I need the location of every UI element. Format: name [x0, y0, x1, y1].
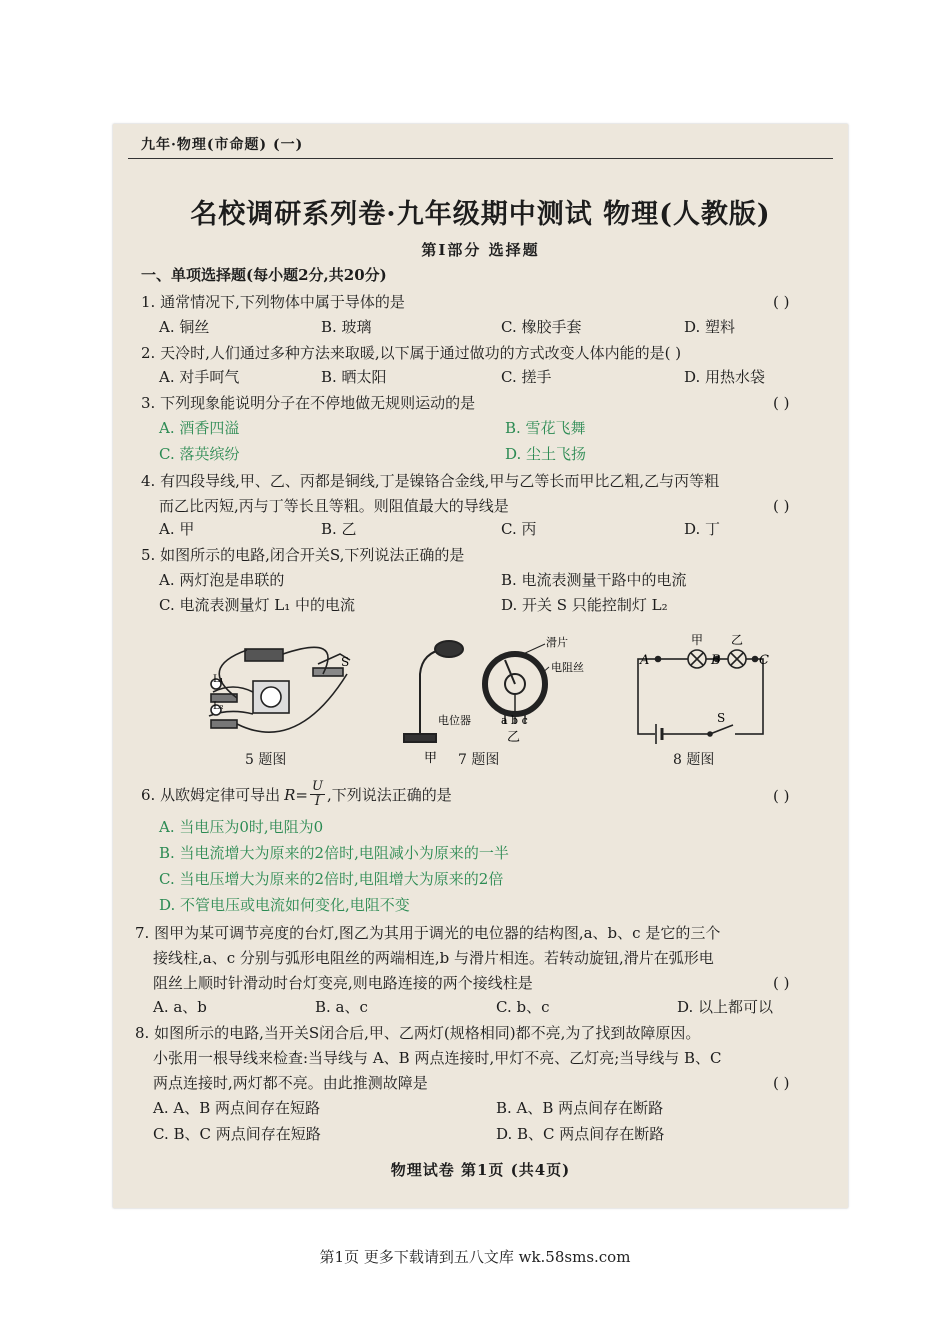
q3-option-d: D. 尘土飞扬: [505, 445, 587, 463]
figure-7-label-jia: 甲: [424, 751, 438, 766]
q6-formula-i: I: [314, 794, 321, 809]
header-rule: [128, 158, 833, 159]
q6-formula-r: R=: [284, 785, 308, 804]
figure-5-label-l1: L₁: [213, 674, 224, 685]
figure-8-caption: 8 题图: [673, 752, 715, 768]
q2-option-c: C. 搓手: [501, 368, 552, 386]
q5-option-c: C. 电流表测量灯 L₁ 中的电流: [159, 596, 355, 614]
q1-option-a: A. 铜丝: [159, 318, 210, 336]
q6-option-d: D. 不管电压或电流如何变化,电阻不变: [159, 896, 410, 914]
q6-answer-paren: ( ): [773, 787, 790, 805]
page-footer: 第1页 更多下载请到五八文库 wk.58sms.com: [319, 1248, 631, 1266]
figure-5-label-l2: L₂: [213, 701, 224, 712]
q6-stem: [141, 780, 452, 809]
q8-answer-paren: ( ): [773, 1074, 790, 1092]
figure-7-label-abc: a b c: [501, 714, 528, 727]
q3-stem: 3. 下列现象能说明分子在不停地做无规则运动的是: [141, 394, 476, 412]
q2-option-d: D. 用热水袋: [684, 368, 766, 386]
q5-option-d: D. 开关 S 只能控制灯 L₂: [501, 596, 668, 614]
q7-option-c: C. b、c: [496, 998, 550, 1016]
q1-option-d: D. 塑料: [684, 318, 736, 336]
q8-line2: 小张用一根导线来检查:当导线与 A、B 两点连接时,甲灯不亮、乙灯亮;当导线与 B、C: [153, 1049, 722, 1067]
figure-7-caption: 7 题图: [458, 752, 500, 768]
figure-8-label-jia: 甲: [691, 633, 704, 647]
figure-8-label-c: C: [759, 653, 769, 668]
q7-line2: 接线柱,a、c 分别与弧形电阻丝的两端相连,b 与滑片相连。若转动旋钮,滑片在弧形电: [153, 949, 714, 967]
figure-8-schematic: [638, 650, 763, 744]
figure-7-label-slider: 滑片: [546, 636, 568, 649]
q7-option-a: A. a、b: [153, 998, 207, 1016]
figure-7-label-yi: 乙: [507, 730, 521, 745]
figure-8-label-s: S: [717, 711, 726, 725]
q5-option-a: A. 两灯泡是串联的: [159, 571, 285, 589]
q4-option-c: C. 丙: [501, 520, 537, 538]
q6-stem-pre: 6. 从欧姆定律可导出: [141, 786, 281, 804]
q3-option-a: A. 酒香四溢: [159, 419, 240, 437]
q5-option-b: B. 电流表测量干路中的电流: [501, 571, 687, 589]
q1-answer-paren: ( ): [773, 293, 790, 311]
paper-footer: 物理试卷 第1页 (共4页): [390, 1161, 571, 1179]
q8-line3: 两点连接时,两灯都不亮。由此推测故障是: [153, 1074, 428, 1092]
q4-answer-paren: ( ): [773, 497, 790, 515]
q6-formula-u: U: [311, 779, 323, 794]
part-heading: 第Ⅰ部分 选择题: [421, 241, 540, 259]
q5-stem: 5. 如图所示的电路,闭合开关S,下列说法正确的是: [141, 546, 465, 564]
q3-option-c: C. 落英缤纷: [159, 445, 240, 463]
q8-option-b: B. A、B 两点间存在断路: [496, 1099, 664, 1117]
q1-stem: 1. 通常情况下,下列物体中属于导体的是: [141, 293, 405, 311]
q6-fraction: [310, 780, 325, 809]
figure-7-label-pot: 电位器: [438, 714, 471, 727]
q7-option-d: D. 以上都可以: [677, 998, 774, 1016]
figure-5-circuit: [209, 647, 350, 732]
q1-option-c: C. 橡胶手套: [501, 318, 582, 336]
q6-stem-post: ,下列说法正确的是: [326, 786, 452, 804]
q8-line1: 8. 如图所示的电路,当开关S闭合后,甲、乙两灯(规格相同)都不亮,为了找到故障原因。: [135, 1024, 701, 1042]
q4-option-d: D. 丁: [684, 520, 721, 538]
q4-line2: 而乙比丙短,丙与丁等长且等粗。则阻值最大的导线是: [159, 497, 509, 515]
section-heading: 一、单项选择题(每小题2分,共20分): [141, 266, 387, 284]
q3-option-b: B. 雪花飞舞: [505, 419, 586, 437]
q8-option-c: C. B、C 两点间存在短路: [153, 1125, 321, 1143]
q8-option-a: A. A、B 两点间存在短路: [153, 1099, 320, 1117]
q2-option-a: A. 对手呵气: [159, 368, 240, 386]
q2-stem: 2. 天冷时,人们通过多种方法来取暖,以下属于通过做功的方式改变人体内能的是( ): [141, 344, 682, 362]
figure-5-caption: 5 题图: [245, 752, 287, 768]
figure-5-label-s: S: [341, 655, 350, 669]
q8-option-d: D. B、C 两点间存在断路: [496, 1125, 665, 1143]
q7-answer-paren: ( ): [773, 974, 790, 992]
figure-8-label-b: B: [711, 653, 721, 668]
figure-7-potentiometer: [485, 644, 549, 724]
paper-header: 九年·物理(市命题) (一): [141, 137, 304, 153]
q2-option-b: B. 晒太阳: [321, 368, 387, 386]
q4-option-a: A. 甲: [159, 520, 195, 538]
q1-option-b: B. 玻璃: [321, 318, 372, 336]
exam-title: 名校调研系列卷·九年级期中测试 物理(人教版): [190, 199, 771, 230]
q3-answer-paren: ( ): [773, 394, 790, 412]
q7-line3: 阻丝上顺时针滑动时台灯变亮,则电路连接的两个接线柱是: [153, 974, 533, 992]
q4-option-b: B. 乙: [321, 520, 357, 538]
q6-option-b: B. 当电流增大为原来的2倍时,电阻减小为原来的一半: [159, 844, 509, 862]
exam-paper: [113, 124, 848, 1208]
q4-line1: 4. 有四段导线,甲、乙、丙都是铜线,丁是镍铬合金线,甲与乙等长而甲比乙粗,乙与丙等粗: [141, 472, 720, 490]
q7-option-b: B. a、c: [315, 998, 368, 1016]
q7-line1: 7. 图甲为某可调节亮度的台灯,图乙为其用于调光的电位器的结构图,a、b、c 是它的三个: [135, 924, 721, 942]
q6-option-a: A. 当电压为0时,电阻为0: [159, 818, 324, 836]
q6-option-c: C. 当电压增大为原来的2倍时,电阻增大为原来的2倍: [159, 870, 504, 888]
figure-7-label-wire: 电阻丝: [551, 661, 584, 674]
figure-8-label-yi: 乙: [731, 633, 744, 647]
figure-8-label-a: A: [640, 653, 650, 668]
